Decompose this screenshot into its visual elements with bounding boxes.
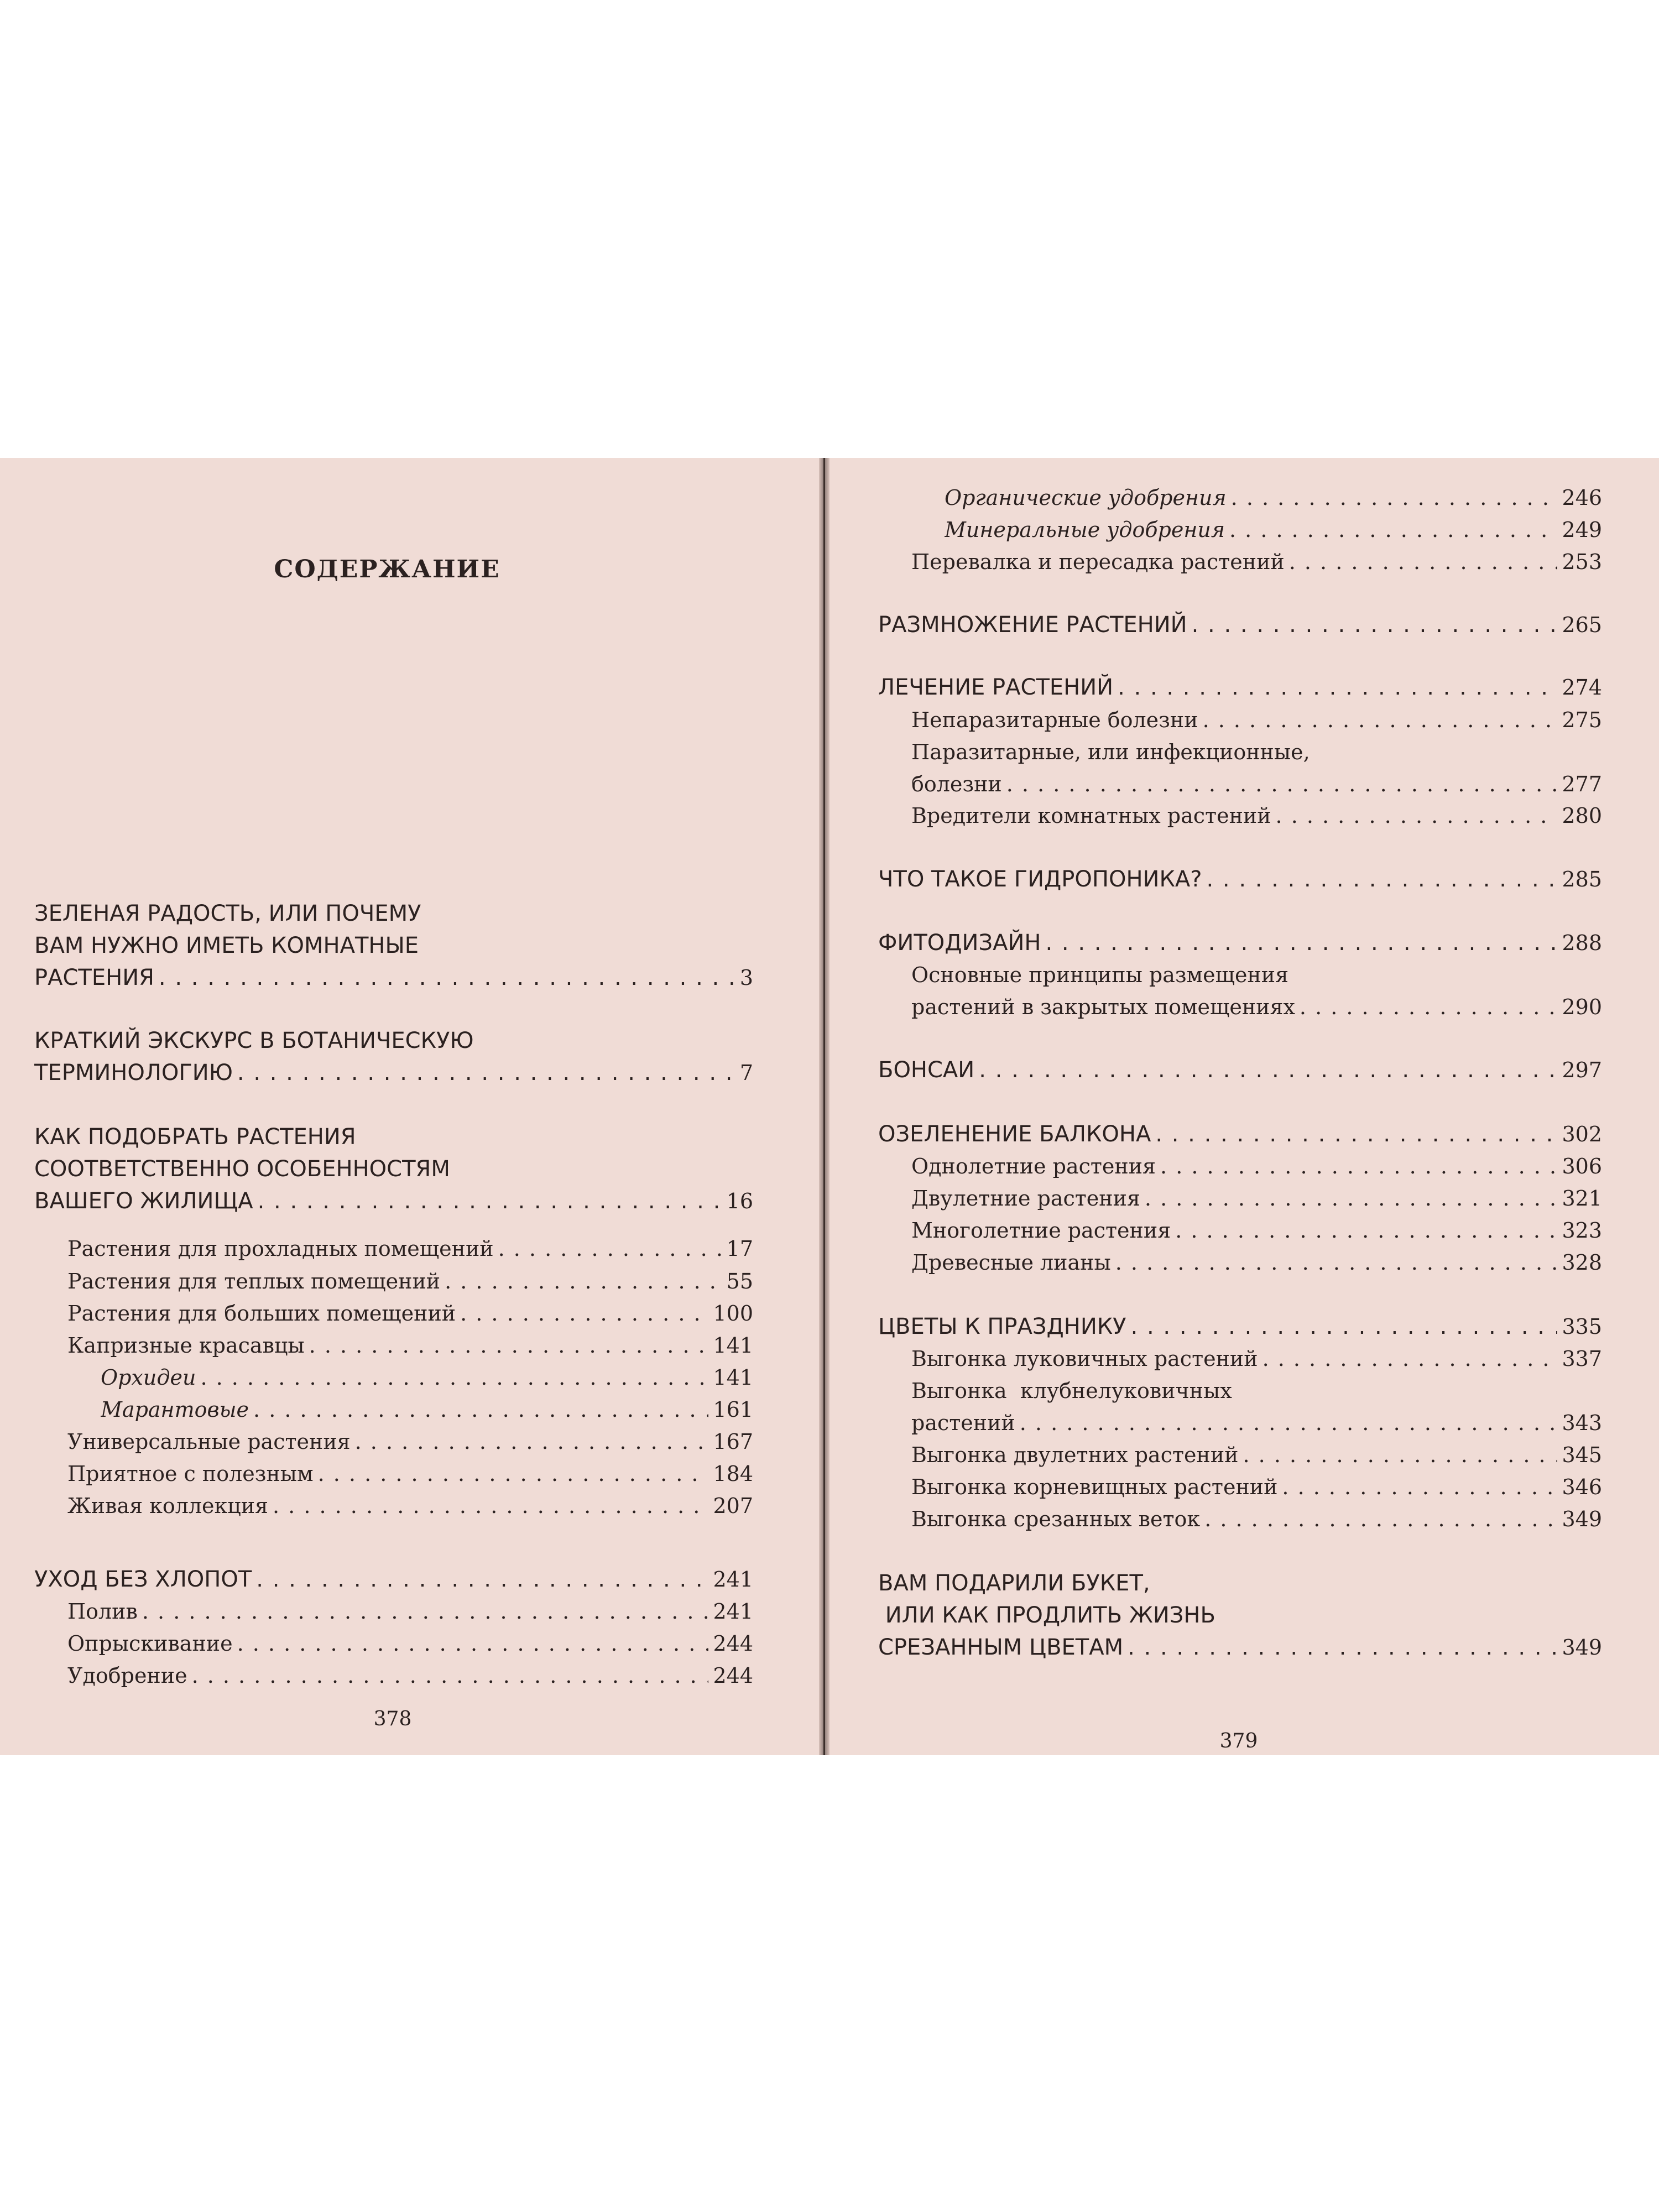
toc-entry-title: растений [911, 1411, 1015, 1435]
toc-entry [911, 1150, 1602, 1185]
toc-page-number: 55 [726, 1269, 753, 1293]
dot-leader [1300, 990, 1558, 1024]
dot-leader [253, 1393, 708, 1426]
toc-entry [911, 958, 1602, 1026]
dot-leader [1020, 1406, 1558, 1439]
toc-page-number: 337 [1562, 1347, 1602, 1371]
toc-entry [878, 863, 1602, 898]
toc-entry-title: УХОД БЕЗ ХЛОПОТ [34, 1567, 252, 1592]
dot-leader [159, 961, 735, 994]
toc-page-number: 275 [1562, 708, 1602, 732]
toc-entry [67, 1489, 753, 1525]
toc-entry-title: Выгонка двулетних растений [911, 1443, 1239, 1467]
toc-entry-title: Полив [67, 1599, 138, 1624]
toc-entry [911, 703, 1602, 739]
toc-entry-title: Перевалка и пересадка растений [911, 550, 1285, 574]
dot-leader [445, 1265, 722, 1298]
toc-entry [911, 1182, 1602, 1217]
toc-entry-title: ИЛИ КАК ПРОДЛИТЬ ЖИЗНЬ [878, 1603, 1215, 1628]
toc-entry [911, 1246, 1602, 1281]
toc-page-number: 290 [1562, 995, 1602, 1019]
dot-leader [237, 1056, 735, 1089]
toc-entry-title: Капризные красавцы [67, 1333, 305, 1358]
toc-entry-title: Марантовые [101, 1397, 249, 1422]
toc-page-number: 7 [739, 1061, 753, 1085]
toc-entry [67, 1627, 753, 1662]
dot-leader [200, 1361, 708, 1394]
toc-entry [34, 1563, 753, 1598]
toc-entry-title: Паразитарные, или инфекционные, [911, 740, 1310, 764]
dot-leader [1118, 671, 1557, 704]
toc-entry-title: Орхидеи [101, 1365, 196, 1390]
dot-leader [1128, 1631, 1557, 1664]
toc-entry-title: ВАШЕГО ЖИЛИЩА [34, 1188, 253, 1214]
toc-entry-title: ВАМ НУЖНО ИМЕТЬ КОМНАТНЫЕ [34, 933, 419, 958]
toc-entry-title: Однолетние растения [911, 1154, 1156, 1178]
dot-leader [1045, 926, 1557, 959]
dot-leader [1203, 703, 1558, 737]
toc-page-number: 323 [1562, 1218, 1602, 1243]
toc-page-number: 100 [713, 1301, 753, 1326]
toc-page-number: 244 [713, 1663, 753, 1688]
toc-entry-title: ТЕРМИНОЛОГИЮ [34, 1060, 233, 1086]
dot-leader [1276, 799, 1558, 832]
toc-entry-title: Многолетние растения [911, 1218, 1171, 1243]
dot-leader [1192, 608, 1558, 641]
dot-leader [979, 1053, 1557, 1087]
toc-entry-title: ВАМ ПОДАРИЛИ БУКЕТ, [878, 1571, 1150, 1596]
page-number-right: 379 [1219, 1730, 1258, 1752]
toc-entry [101, 1393, 753, 1428]
toc-entry [945, 513, 1602, 549]
toc-entry [101, 1361, 753, 1396]
toc-entry [911, 1438, 1602, 1474]
toc-entry [67, 1425, 753, 1460]
toc-entry [911, 1342, 1602, 1378]
toc-entry-title: Приятное с полезным [67, 1462, 314, 1486]
toc-page-number: 141 [713, 1365, 753, 1390]
toc-entry [878, 608, 1602, 644]
toc-page-number: 249 [1562, 518, 1602, 542]
toc-entry-title: Выгонка срезанных веток [911, 1507, 1201, 1531]
toc-entry [878, 1567, 1602, 1666]
toc-page-number: 343 [1562, 1411, 1602, 1435]
toc-entry [878, 1310, 1602, 1345]
toc-entry-title: болезни [911, 772, 1002, 796]
dot-leader [1282, 1470, 1557, 1504]
dot-leader [1160, 1150, 1557, 1183]
toc-entry [67, 1265, 753, 1300]
toc-entry-title: ЗЕЛЕНАЯ РАДОСТЬ, ИЛИ ПОЧЕМУ [34, 901, 421, 926]
toc-entry-title: Органические удобрения [945, 486, 1227, 510]
dot-leader [309, 1329, 709, 1362]
toc-page-number: 335 [1562, 1314, 1602, 1339]
toc-page-number: 280 [1562, 804, 1602, 828]
toc-entry-title: КРАТКИЙ ЭКСКУРС В БОТАНИЧЕСКУЮ [34, 1028, 474, 1053]
dot-leader [256, 1563, 708, 1596]
toc-entry-title: Древесные лианы [911, 1250, 1111, 1275]
dot-leader [1206, 863, 1557, 896]
toc-entry-title: БОНСАИ [878, 1057, 975, 1083]
dot-leader [1145, 1182, 1558, 1215]
dot-leader [1204, 1503, 1557, 1536]
toc-entry-title: ЧТО ТАКОЕ ГИДРОПОНИКА? [878, 867, 1202, 892]
dot-leader [498, 1232, 722, 1265]
dot-leader [1175, 1214, 1557, 1247]
toc-entry-title: Двулетние растения [911, 1186, 1140, 1211]
toc-entry-title: Растения для больших помещений [67, 1301, 456, 1326]
toc-page-number: 167 [713, 1430, 753, 1454]
toc-entry-title: Выгонка корневищных растений [911, 1475, 1278, 1499]
toc-page-number: 3 [739, 966, 753, 990]
toc-entry [911, 1374, 1602, 1442]
toc-entry [67, 1329, 753, 1364]
dot-leader [355, 1425, 709, 1458]
toc-page-number: 288 [1562, 931, 1602, 955]
toc-entry [34, 1120, 753, 1220]
gutter-divider [823, 458, 825, 1755]
toc-entry [34, 1024, 753, 1092]
toc-page-number: 349 [1562, 1507, 1602, 1531]
toc-entry [911, 1503, 1602, 1538]
toc-page-number: 141 [713, 1333, 753, 1358]
dot-leader [1131, 1310, 1558, 1343]
toc-entry [911, 735, 1602, 803]
toc-entry-title: КАК ПОДОБРАТЬ РАСТЕНИЯ [34, 1124, 356, 1150]
toc-entry-title: ОЗЕЛЕНЕНИЕ БАЛКОНА [878, 1121, 1151, 1147]
toc-page-number: 349 [1562, 1635, 1602, 1660]
dot-leader [192, 1659, 709, 1692]
toc-entry [67, 1659, 753, 1694]
toc-entry-title: Опрыскивание [67, 1631, 233, 1656]
toc-entry [67, 1232, 753, 1267]
dot-leader [318, 1457, 709, 1490]
toc-page-number: 285 [1562, 867, 1602, 891]
toc-entry [911, 1214, 1602, 1249]
contents-heading: СОДЕРЖАНИЕ [274, 555, 500, 583]
dot-leader [460, 1297, 708, 1330]
toc-page-number: 306 [1562, 1154, 1602, 1178]
toc-entry [911, 799, 1602, 834]
toc-page-number: 161 [713, 1397, 753, 1422]
toc-entry-title: Вредители комнатных растений [911, 804, 1271, 828]
toc-entry [67, 1297, 753, 1332]
page-right [830, 458, 1659, 1755]
toc-entry [878, 926, 1602, 962]
toc-page-number: 253 [1562, 550, 1602, 574]
toc-entry-title: Растения для прохладных помещений [67, 1237, 494, 1261]
toc-entry-title: растений в закрытых помещениях [911, 995, 1295, 1019]
dot-leader [142, 1595, 709, 1628]
toc-entry-title: РАСТЕНИЯ [34, 965, 154, 990]
dot-leader [1229, 513, 1557, 546]
toc-entry-title: ЦВЕТЫ К ПРАЗДНИКУ [878, 1314, 1126, 1339]
dot-leader [237, 1627, 709, 1660]
toc-entry-title: СООТВЕТСТВЕННО ОСОБЕННОСТЯМ [34, 1156, 450, 1182]
dot-leader [1155, 1118, 1557, 1151]
toc-entry-title: Выгонка луковичных растений [911, 1347, 1258, 1371]
dot-leader [1231, 481, 1558, 514]
toc-page-number: 207 [713, 1494, 753, 1518]
toc-page-number: 345 [1562, 1443, 1602, 1467]
dot-leader [273, 1489, 708, 1522]
toc-entry-title: Непаразитарные болезни [911, 708, 1198, 732]
toc-page-number: 302 [1562, 1122, 1602, 1146]
toc-entry-title: Живая коллекция [67, 1494, 269, 1518]
toc-page-number: 277 [1562, 772, 1602, 796]
dot-leader [1262, 1342, 1558, 1375]
toc-entry [67, 1457, 753, 1493]
toc-page-number: 297 [1562, 1058, 1602, 1082]
toc-page-number: 184 [713, 1462, 753, 1486]
toc-entry [34, 897, 753, 997]
book-spread [0, 458, 1659, 1755]
dot-leader [1289, 545, 1558, 578]
toc-entry [878, 1053, 1602, 1089]
toc-entry [911, 545, 1602, 581]
toc-entry [878, 671, 1602, 706]
toc-page-number: 241 [713, 1567, 753, 1592]
toc-entry-title: Основные принципы размещения [911, 963, 1289, 987]
toc-page-number: 246 [1562, 486, 1602, 510]
toc-page-number: 16 [726, 1189, 753, 1213]
toc-entry [945, 481, 1602, 517]
toc-entry [878, 1118, 1602, 1153]
toc-entry [67, 1595, 753, 1630]
page-left [0, 458, 819, 1755]
toc-page-number: 244 [713, 1631, 753, 1656]
toc-page-number: 17 [726, 1237, 753, 1261]
page-number-left: 378 [373, 1708, 412, 1730]
dot-leader [1243, 1438, 1558, 1472]
toc-page-number: 265 [1562, 613, 1602, 637]
toc-entry-title: СРЕЗАННЫМ ЦВЕТАМ [878, 1635, 1124, 1660]
toc-entry-title: ЛЕЧЕНИЕ РАСТЕНИЙ [878, 675, 1114, 700]
toc-entry-title: Минеральные удобрения [945, 518, 1225, 542]
toc-entry [911, 1470, 1602, 1506]
dot-leader [1006, 768, 1558, 801]
toc-page-number: 274 [1562, 675, 1602, 700]
toc-entry-title: Универсальные растения [67, 1430, 351, 1454]
toc-entry-title: Растения для теплых помещений [67, 1269, 441, 1293]
dot-leader [1115, 1246, 1558, 1279]
toc-entry-title: ФИТОДИЗАЙН [878, 930, 1041, 956]
toc-entry-title: Удобрение [67, 1663, 187, 1688]
toc-entry-title: РАЗМНОЖЕНИЕ РАСТЕНИЙ [878, 612, 1187, 638]
toc-page-number: 346 [1562, 1475, 1602, 1499]
toc-page-number: 241 [713, 1599, 753, 1624]
toc-page-number: 321 [1562, 1186, 1602, 1211]
toc-page-number: 328 [1562, 1250, 1602, 1275]
dot-leader [258, 1185, 722, 1218]
toc-entry-title: Выгонка клубнелуковичных [911, 1379, 1232, 1403]
